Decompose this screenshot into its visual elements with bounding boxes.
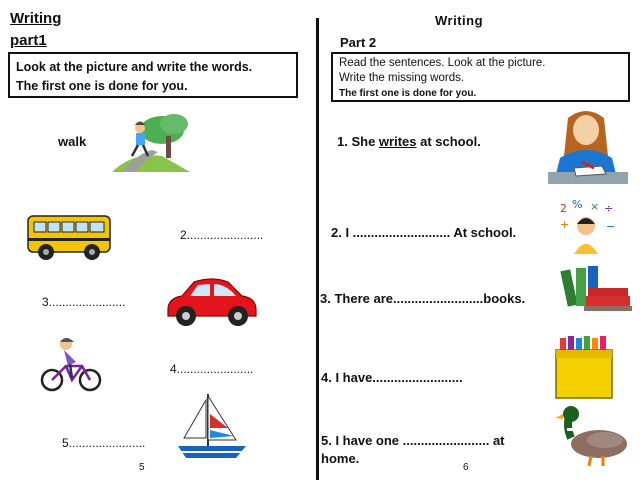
right-part-heading: Part 2: [340, 35, 377, 50]
sentence-5-line1: 5. I have one ........................ at: [321, 433, 505, 448]
sentence-1-pre: 1. She: [337, 134, 379, 149]
girl-writing-picture: [546, 108, 630, 188]
svg-text:+: +: [560, 218, 570, 231]
right-instruction-box: [331, 52, 630, 102]
svg-text:−: −: [606, 220, 616, 233]
sailboat-picture: [176, 390, 250, 464]
item-3-line: 3.......................: [42, 295, 126, 309]
sentence-3: 3. There are.........................books.: [320, 291, 526, 306]
sentence-5: [321, 433, 505, 466]
svg-text:2: 2: [560, 202, 567, 215]
item-4-line: 4.......................: [170, 362, 254, 376]
left-part-heading: part1: [10, 32, 47, 49]
left-page-title: Writing: [10, 10, 62, 27]
books-picture: [560, 262, 632, 312]
svg-text:%: %: [572, 198, 583, 211]
left-instruction-line1: Look at the picture and write the words.: [16, 60, 253, 74]
left-page-number: 5: [139, 462, 145, 473]
cyclist-picture: [40, 336, 102, 392]
right-page-title: Writing: [435, 13, 484, 28]
left-instruction-box: [8, 52, 298, 98]
walking-girl-picture: [112, 112, 190, 172]
svg-text:×: ×: [590, 200, 600, 213]
item-2-line: 2.......................: [180, 228, 264, 242]
left-instruction-line2: The first one is done for you.: [16, 79, 188, 93]
sentence-1: [337, 134, 481, 149]
crayons-picture: [554, 334, 614, 400]
red-car-picture: [164, 276, 260, 330]
duck-picture: [555, 404, 631, 470]
sentence-1-answer: writes: [378, 134, 417, 149]
page-divider: [316, 18, 319, 480]
sentence-4: 4. I have.........................: [321, 370, 463, 385]
sentence-5-line2: home.: [321, 451, 360, 466]
sentence-1-post: at school.: [416, 134, 481, 149]
sentence-2: 2. I ........................... At school.: [331, 225, 517, 240]
item-1-word: walk: [58, 134, 87, 149]
right-page-number: 6: [463, 462, 469, 473]
item-5-line: 5.......................: [62, 436, 146, 450]
svg-text:÷: ÷: [604, 202, 614, 215]
school-bus-picture: [26, 210, 112, 262]
right-instruction-line1: Read the sentences. Look at the picture.: [339, 57, 546, 69]
right-instruction-line2: Write the missing words.: [339, 72, 465, 84]
math-student-picture: [556, 198, 622, 258]
right-instruction-line3: The first one is done for you.: [339, 88, 477, 99]
